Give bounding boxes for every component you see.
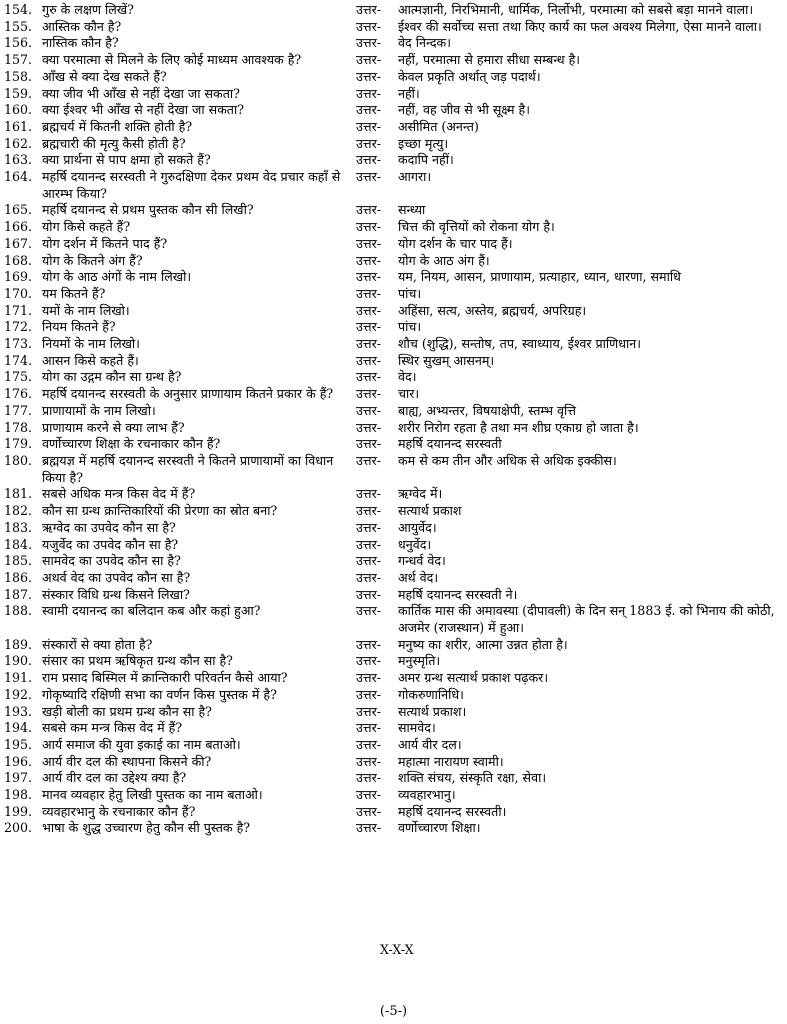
question-text: खड़ी बोली का प्रथम ग्रन्थ कौन सा है? <box>42 703 212 719</box>
question-text: यमों के नाम लिखो। <box>42 302 130 318</box>
question-text: योग किसे कहते हैं? <box>42 219 131 235</box>
question-number: 168. <box>4 252 33 268</box>
qa-row <box>0 570 787 587</box>
qa-row <box>0 336 787 353</box>
answer-label: उत्तर- <box>356 670 382 686</box>
question-number: 175. <box>4 369 33 385</box>
question-number: 189. <box>4 636 33 652</box>
question-number: 181. <box>4 486 33 502</box>
answer-label: उत्तर- <box>356 169 382 185</box>
answer-label: उत्तर- <box>356 135 382 151</box>
question-number: 172. <box>4 319 33 335</box>
qa-row <box>0 69 787 86</box>
answer-label: उत्तर- <box>356 68 382 84</box>
question-text: गोकृष्यादि रक्षिणी सभा का वर्णन किस पुस्तक में है? <box>42 686 277 702</box>
question-text: गुरु के लक्षण लिखें? <box>42 2 134 17</box>
answer-label: उत्तर- <box>356 269 382 285</box>
answer-text: अमर ग्रन्थ सत्यार्थ प्रकाश पढ़कर। <box>398 670 549 686</box>
question-number: 154. <box>4 2 33 17</box>
qa-row <box>0 52 787 69</box>
qa-list <box>0 2 787 837</box>
question-number: 169. <box>4 269 33 285</box>
question-number: 173. <box>4 336 33 352</box>
qa-row <box>0 754 787 771</box>
question-text: भाषा के शुद्ध उच्चारण हेतु कौन सी पुस्तक है? <box>42 820 251 836</box>
answer-text: ऋग्वेद में। <box>398 486 443 502</box>
answer-label: उत्तर- <box>356 603 382 619</box>
question-number: 183. <box>4 519 33 535</box>
answer-label: उत्तर- <box>356 820 382 836</box>
answer-text: बाह्य, अभ्यन्तर, विषयाक्षेपी, स्तम्भ वृत्ति <box>398 402 576 418</box>
qa-row <box>0 653 787 670</box>
answer-text: अहिंसा, सत्य, अस्तेय, ब्रह्मचर्य, अपरिग्रह। <box>398 302 587 318</box>
answer-text: शक्ति संचय, संस्कृति रक्षा, सेवा। <box>398 770 547 786</box>
question-number: 186. <box>4 569 33 585</box>
question-text: क्या परमात्मा से मिलने के लिए कोई माध्यम आवश्यक है? <box>42 52 302 68</box>
answer-label: उत्तर- <box>356 302 382 318</box>
answer-text: आगरा। <box>398 169 432 185</box>
question-text: योग के कितने अंग हैं? <box>42 252 143 268</box>
question-text: संस्कार विधि ग्रन्थ किसने लिखा? <box>42 586 190 602</box>
answer-label: उत्तर- <box>356 369 382 385</box>
question-text: यजुर्वेद का उपवेद कौन सा है? <box>42 536 179 552</box>
answer-label: उत्तर- <box>356 536 382 552</box>
question-text: आँख से क्या देख सकते हैं? <box>42 68 167 84</box>
question-text: स्वामी दयानन्द का बलिदान कब और कहां हुआ? <box>42 603 261 619</box>
question-number: 165. <box>4 202 33 218</box>
question-text: आस्तिक कौन है? <box>42 18 122 34</box>
answer-label: उत्तर- <box>356 553 382 569</box>
answer-text: यम, नियम, आसन, प्राणायाम, प्रत्याहार, ध्यान, धारणा, समाधि <box>398 269 681 285</box>
answer-label: उत्तर- <box>356 2 382 17</box>
answer-label: उत्तर- <box>356 686 382 702</box>
qa-row <box>0 520 787 537</box>
question-text: आर्य समाज की युवा इकाई का नाम बताओ। <box>42 736 241 752</box>
question-text: नियम कितने हैं? <box>42 319 116 335</box>
qa-row <box>0 603 787 636</box>
answer-text: असीमित (अनन्त) <box>398 118 479 134</box>
answer-label: उत्तर- <box>356 720 382 736</box>
question-text: यम कितने हैं? <box>42 285 106 301</box>
qa-row <box>0 2 787 19</box>
answer-text: इच्छा मृत्यु। <box>398 135 449 151</box>
question-number: 167. <box>4 235 33 251</box>
answer-text: शरीर निरोग रहता है तथा मन शीघ्र एकाग्र हो जाता है। <box>398 419 639 435</box>
question-number: 187. <box>4 586 33 602</box>
answer-label: उत्तर- <box>356 219 382 235</box>
question-number: 195. <box>4 736 33 752</box>
answer-label: उत्तर- <box>356 52 382 68</box>
question-number: 198. <box>4 787 33 803</box>
question-text: वर्णोच्चारण शिक्षा के रचनाकार कौन हैं? <box>42 436 221 452</box>
question-text: नास्तिक कौन है? <box>42 35 119 51</box>
answer-label: उत्तर- <box>356 486 382 502</box>
qa-row <box>0 102 787 119</box>
question-text: क्या ईश्वर भी आँख से नहीं देखा जा सकता? <box>42 102 244 118</box>
qa-row <box>0 253 787 270</box>
question-number: 184. <box>4 536 33 552</box>
answer-text: आत्मज्ञानी, निरभिमानी, धार्मिक, निर्लोभी, परमात्मा को सबसे बड़ा मानने वाला। <box>398 2 754 17</box>
qa-row <box>0 704 787 721</box>
qa-row <box>0 35 787 52</box>
answer-text: नहीं, वह जीव से भी सूक्ष्म है। <box>398 102 530 118</box>
question-text: कौन सा ग्रन्थ क्रान्तिकारियों की प्रेरणा का स्रोत बना? <box>42 503 278 519</box>
question-number: 188. <box>4 603 33 619</box>
question-number: 160. <box>4 102 33 118</box>
answer-text: पांच। <box>398 319 422 335</box>
question-text: प्राणायामों के नाम लिखो। <box>42 402 156 418</box>
answer-text: महर्षि दयानन्द सरस्वती <box>398 436 502 452</box>
answer-label: उत्तर- <box>356 452 382 468</box>
end-mark: X-X-X <box>380 942 414 957</box>
qa-row <box>0 319 787 336</box>
question-number: 170. <box>4 285 33 301</box>
answer-text: वेद। <box>398 369 417 385</box>
qa-row <box>0 303 787 320</box>
qa-row <box>0 136 787 153</box>
question-text: महर्षि दयानन्द से प्रथम पुस्तक कौन सी लिखी? <box>42 202 254 218</box>
answer-label: उत्तर- <box>356 436 382 452</box>
answer-label: उत्तर- <box>356 386 382 402</box>
question-text: ब्रह्मचारी की मृत्यु कैसी होती है? <box>42 135 186 151</box>
question-number: 191. <box>4 670 33 686</box>
answer-text: योग दर्शन के चार पाद हैं। <box>398 235 513 251</box>
question-text: आर्य वीर दल की स्थापना किसने की? <box>42 753 212 769</box>
qa-row <box>0 770 787 787</box>
answer-text: ईश्वर की सर्वोच्च सत्ता तथा किए कार्य का फल अवश्य मिलेगा, ऐसा मानने वाला। <box>398 18 762 34</box>
question-number: 164. <box>4 169 33 185</box>
answer-text: कार्तिक मास की अमावस्या (दीपावली) के दिन सन् 1883 ई. को भिनाय की कोठी, अजमेर (राजस्थान) में हुआ। <box>398 603 775 636</box>
qa-row <box>0 537 787 554</box>
question-text: सामवेद का उपवेद कौन सा है? <box>42 553 181 569</box>
qa-row <box>0 637 787 654</box>
qa-row <box>0 353 787 370</box>
answer-text: चार। <box>398 386 420 402</box>
question-number: 174. <box>4 352 33 368</box>
question-number: 156. <box>4 35 33 51</box>
qa-row <box>0 687 787 704</box>
question-text: योग का उद्गम कौन सा ग्रन्थ है? <box>42 369 182 385</box>
question-number: 185. <box>4 553 33 569</box>
question-number: 190. <box>4 653 33 669</box>
qa-row <box>0 737 787 754</box>
qa-row <box>0 453 787 486</box>
answer-text: गोकरुणानिधि। <box>398 686 464 702</box>
qa-row <box>0 787 787 804</box>
answer-text: सन्ध्या <box>398 202 426 218</box>
question-text: अथर्व वेद का उपवेद कौन सा है? <box>42 569 191 585</box>
question-number: 162. <box>4 135 33 151</box>
question-number: 197. <box>4 770 33 786</box>
answer-text: पांच। <box>398 285 422 301</box>
answer-text: योग के आठ अंग हैं। <box>398 252 490 268</box>
question-text: क्या जीव भी आँख से नहीं देखा जा सकता? <box>42 85 240 101</box>
qa-row <box>0 386 787 403</box>
answer-label: उत्तर- <box>356 319 382 335</box>
answer-label: उत्तर- <box>356 118 382 134</box>
question-text: योग दर्शन में कितने पाद हैं? <box>42 235 168 251</box>
qa-row <box>0 152 787 169</box>
answer-label: उत्तर- <box>356 18 382 34</box>
question-number: 171. <box>4 302 33 318</box>
answer-label: उत्तर- <box>356 352 382 368</box>
answer-text: स्थिर सुखम् आसनम्। <box>398 352 495 368</box>
qa-row <box>0 436 787 453</box>
question-number: 192. <box>4 686 33 702</box>
answer-text: आर्य वीर दल। <box>398 736 462 752</box>
qa-row <box>0 86 787 103</box>
answer-label: उत्तर- <box>356 569 382 585</box>
question-number: 166. <box>4 219 33 235</box>
question-number: 177. <box>4 402 33 418</box>
question-number: 200. <box>4 820 33 836</box>
question-text: नियमों के नाम लिखो। <box>42 336 140 352</box>
question-text: संस्कारों से क्या होता है? <box>42 636 153 652</box>
answer-text: कदापि नहीं। <box>398 152 454 168</box>
qa-row <box>0 804 787 821</box>
question-text: महर्षि दयानन्द सरस्वती ने गुरुदक्षिणा देकर प्रथम वेद प्रचार कहाँ से आरम्भ किया? <box>42 169 341 201</box>
qa-row <box>0 420 787 437</box>
question-number: 196. <box>4 753 33 769</box>
question-number: 178. <box>4 419 33 435</box>
answer-label: उत्तर- <box>356 35 382 51</box>
answer-label: उत्तर- <box>356 419 382 435</box>
answer-label: उत्तर- <box>356 202 382 218</box>
answer-text: चित्त की वृत्तियों को रोकना योग है। <box>398 219 555 235</box>
qa-row <box>0 119 787 136</box>
answer-text: व्यवहारभानु। <box>398 787 456 803</box>
qa-row <box>0 820 787 837</box>
question-number: 157. <box>4 52 33 68</box>
answer-label: उत्तर- <box>356 503 382 519</box>
answer-text: केवल प्रकृति अर्थात् जड़ पदार्थ। <box>398 68 541 84</box>
question-text: मानव व्यवहार हेतु लिखी पुस्तक का नाम बताओ। <box>42 787 263 803</box>
qa-row <box>0 587 787 604</box>
question-text: आसन किसे कहते हैं। <box>42 352 139 368</box>
question-text: ब्रह्मचर्य में कितनी शक्ति होती है? <box>42 118 193 134</box>
answer-label: उत्तर- <box>356 770 382 786</box>
answer-text: सत्यार्थ प्रकाश <box>398 503 462 519</box>
question-number: 159. <box>4 85 33 101</box>
answer-label: उत्तर- <box>356 152 382 168</box>
qa-row <box>0 169 787 202</box>
answer-text: धनुर्वेद। <box>398 536 432 552</box>
question-text: ब्रह्मयज्ञ में महर्षि दयानन्द सरस्वती ने कितने प्राणायामों का विधान किया है? <box>42 452 334 485</box>
question-number: 179. <box>4 436 33 452</box>
answer-text: महर्षि दयानन्द सरस्वती। <box>398 803 507 819</box>
question-text: व्यवहारभानु के रचनाकार कौन हैं? <box>42 803 196 819</box>
qa-row <box>0 670 787 687</box>
question-text: योग के आठ अंगों के नाम लिखो। <box>42 269 192 285</box>
answer-text: मनुस्मृति। <box>398 653 441 669</box>
question-text: सबसे कम मन्त्र किस वेद में हैं? <box>42 720 183 736</box>
question-number: 199. <box>4 803 33 819</box>
answer-label: उत्तर- <box>356 102 382 118</box>
answer-text: सत्यार्थ प्रकाश। <box>398 703 467 719</box>
question-text: क्या प्रार्थना से पाप क्षमा हो सकते हैं? <box>42 152 211 168</box>
question-text: सबसे अधिक मन्त्र किस वेद में हैं? <box>42 486 196 502</box>
question-text: प्राणायाम करने से क्या लाभ हैं? <box>42 419 185 435</box>
qa-row <box>0 486 787 503</box>
qa-row <box>0 286 787 303</box>
answer-text: शौच (शुद्धि), सन्तोष, तप, स्वाध्याय, ईश्वर प्राणिधान। <box>398 336 642 352</box>
question-number: 158. <box>4 68 33 84</box>
question-text: महर्षि दयानन्द सरस्वती के अनुसार प्राणायाम कितने प्रकार के हैं? <box>42 386 334 402</box>
answer-label: उत्तर- <box>356 285 382 301</box>
answer-label: उत्तर- <box>356 803 382 819</box>
question-number: 163. <box>4 152 33 168</box>
answer-label: उत्तर- <box>356 402 382 418</box>
qa-row <box>0 202 787 219</box>
page-number: (-5-) <box>379 1004 408 1019</box>
answer-label: उत्तर- <box>356 519 382 535</box>
question-number: 182. <box>4 503 33 519</box>
answer-label: उत्तर- <box>356 736 382 752</box>
qa-row <box>0 553 787 570</box>
answer-label: उत्तर- <box>356 703 382 719</box>
question-number: 176. <box>4 386 33 402</box>
question-number: 161. <box>4 118 33 134</box>
qa-row <box>0 19 787 36</box>
answer-text: नहीं। <box>398 85 420 101</box>
qa-row <box>0 369 787 386</box>
question-text: राम प्रसाद बिस्मिल में क्रान्तिकारी परिवर्तन कैसे आया? <box>42 670 288 686</box>
answer-label: उत्तर- <box>356 586 382 602</box>
answer-text: अर्थ वेद। <box>398 569 439 585</box>
qa-row <box>0 720 787 737</box>
answer-label: उत्तर- <box>356 753 382 769</box>
question-number: 155. <box>4 18 33 34</box>
question-number: 194. <box>4 720 33 736</box>
answer-text: महात्मा नारायण स्वामी। <box>398 753 504 769</box>
question-text: संसार का प्रथम ऋषिकृत ग्रन्थ कौन सा है? <box>42 653 233 669</box>
qa-row <box>0 503 787 520</box>
qa-row <box>0 269 787 286</box>
qa-row <box>0 403 787 420</box>
answer-label: उत्तर- <box>356 85 382 101</box>
answer-text: वेद निन्दक। <box>398 35 451 51</box>
answer-label: उत्तर- <box>356 653 382 669</box>
question-number: 193. <box>4 703 33 719</box>
answer-label: उत्तर- <box>356 787 382 803</box>
answer-text: नहीं, परमात्मा से हमारा सीधा सम्बन्ध है। <box>398 52 581 68</box>
qa-row <box>0 236 787 253</box>
answer-text: वर्णोच्चारण शिक्षा। <box>398 820 481 836</box>
answer-label: उत्तर- <box>356 235 382 251</box>
answer-text: गन्धर्व वेद। <box>398 553 446 569</box>
answer-label: उत्तर- <box>356 636 382 652</box>
question-number: 180. <box>4 452 33 468</box>
answer-text: कम से कम तीन और अधिक से अधिक इक्कीस। <box>398 452 617 468</box>
answer-text: महर्षि दयानन्द सरस्वती ने। <box>398 586 518 602</box>
question-text: आर्य वीर दल का उद्देश्य क्या है? <box>42 770 187 786</box>
question-text: ऋग्वेद का उपवेद कौन सा है? <box>42 519 176 535</box>
answer-label: उत्तर- <box>356 252 382 268</box>
qa-row <box>0 219 787 236</box>
answer-text: सामवेद। <box>398 720 436 736</box>
answer-text: आयुर्वेद। <box>398 519 437 535</box>
answer-text: मनुष्य का शरीर, आत्मा उन्नत होता है। <box>398 636 568 652</box>
answer-label: उत्तर- <box>356 336 382 352</box>
